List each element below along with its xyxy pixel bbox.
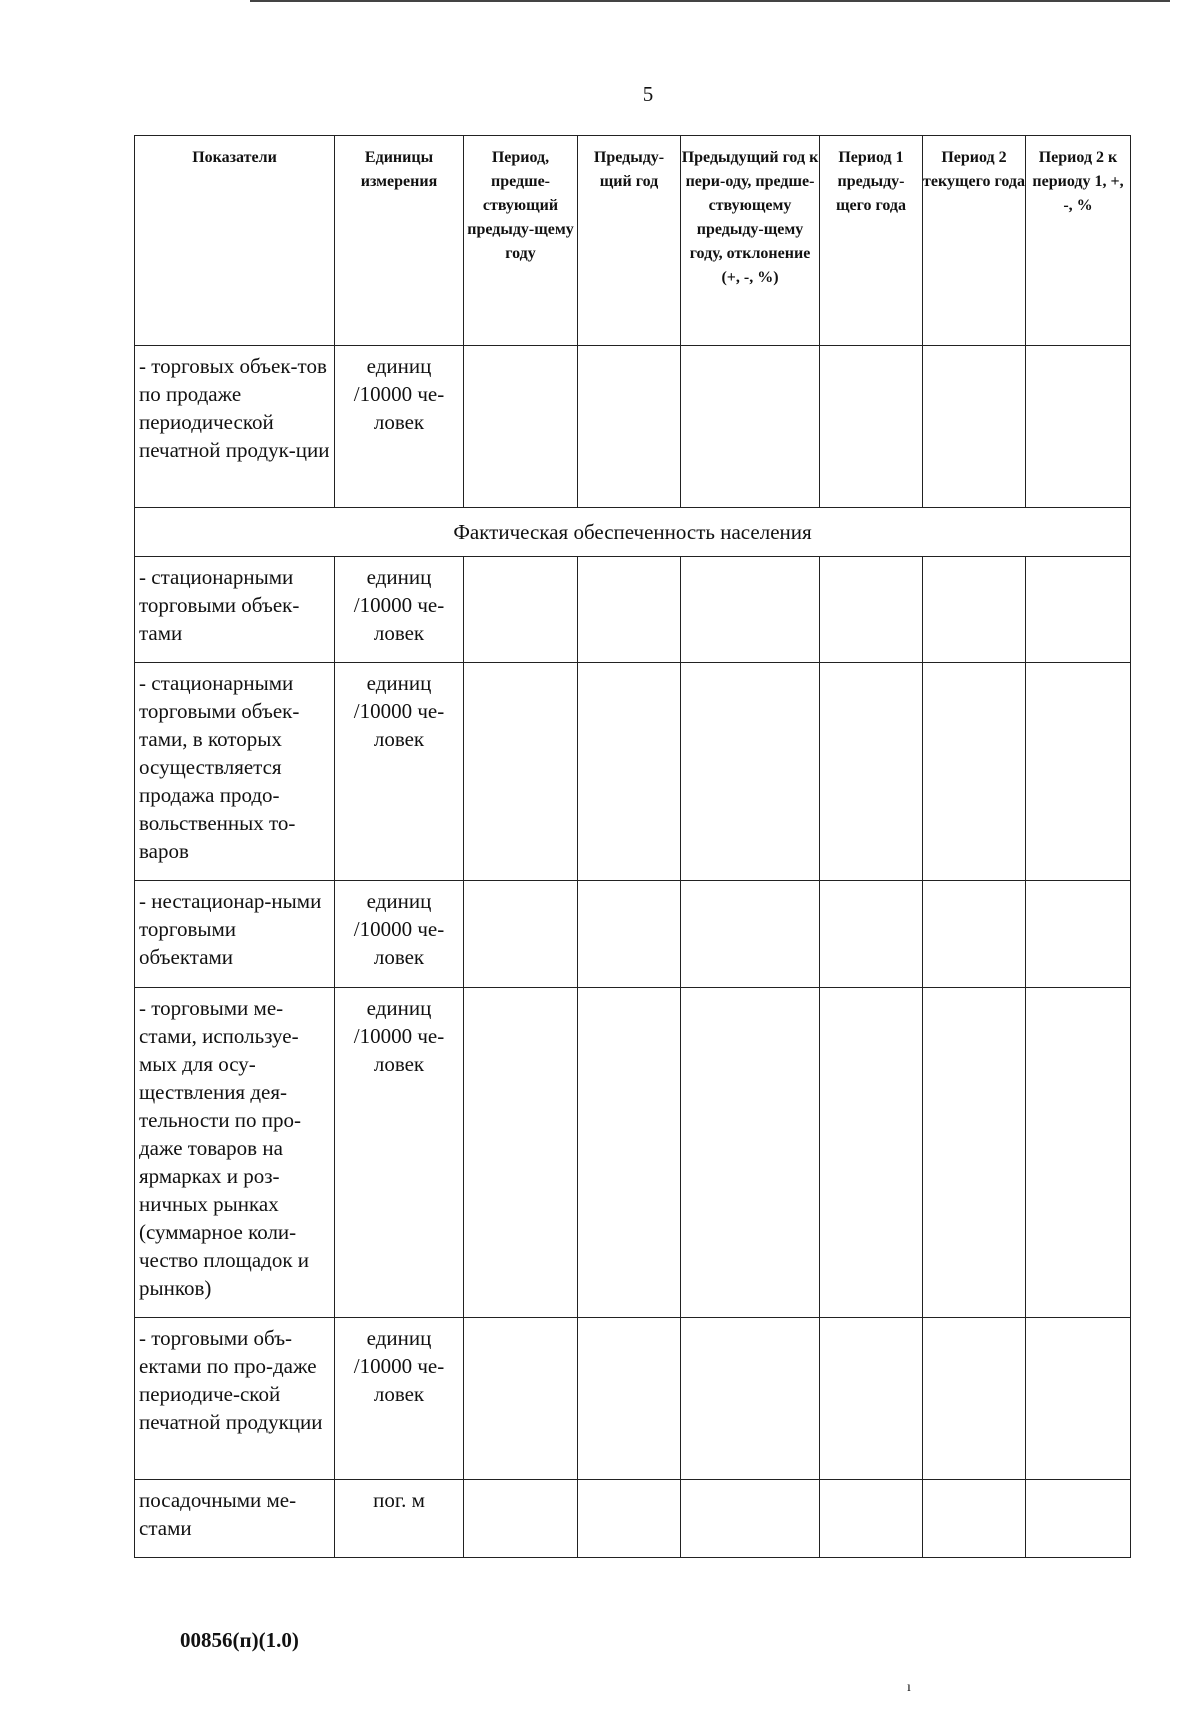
page-number: 5 xyxy=(642,82,654,106)
header-period2-vs-period1: Период 2 к периоду 1, +, -, % xyxy=(1026,136,1131,346)
value-cell xyxy=(820,1318,923,1480)
indicator-cell: - торговыми объ-ектами по про-даже периодиче-ской печатной продукции xyxy=(135,1318,335,1480)
value-cell xyxy=(578,988,681,1318)
value-cell xyxy=(820,346,923,508)
value-cell xyxy=(464,346,578,508)
value-cell xyxy=(681,1318,820,1480)
section-title: Фактическая обеспеченность населения xyxy=(135,508,1131,557)
value-cell xyxy=(681,881,820,988)
table-row xyxy=(135,988,1131,1318)
unit-cell: единиц /10000 че-ловек xyxy=(335,1318,464,1480)
value-cell xyxy=(820,557,923,663)
unit-cell: единиц /10000 че-ловек xyxy=(335,988,464,1318)
value-cell xyxy=(681,1480,820,1558)
value-cell xyxy=(1026,346,1131,508)
header-indicators: Показатели xyxy=(135,136,335,346)
indicator-cell: - стационарными торговыми объек-тами xyxy=(135,557,335,663)
value-cell xyxy=(923,881,1026,988)
value-cell xyxy=(923,1318,1026,1480)
table-row xyxy=(135,1318,1131,1480)
value-cell xyxy=(578,663,681,881)
unit-cell: пог. м xyxy=(335,1480,464,1558)
value-cell xyxy=(464,988,578,1318)
unit-cell: единиц /10000 че-ловек xyxy=(335,881,464,988)
value-cell xyxy=(578,1480,681,1558)
indicator-cell: посадочными ме-стами xyxy=(135,1480,335,1558)
value-cell xyxy=(820,988,923,1318)
table-row xyxy=(135,663,1131,881)
value-cell xyxy=(923,663,1026,881)
value-cell xyxy=(820,663,923,881)
table-row xyxy=(135,346,1131,508)
value-cell xyxy=(464,1480,578,1558)
value-cell xyxy=(1026,1480,1131,1558)
table-row xyxy=(135,1480,1131,1558)
value-cell xyxy=(820,1480,923,1558)
value-cell xyxy=(1026,988,1131,1318)
value-cell xyxy=(681,663,820,881)
value-cell xyxy=(923,1480,1026,1558)
header-previous-year: Предыду-щий год xyxy=(578,136,681,346)
indicators-table xyxy=(134,135,1131,1558)
value-cell xyxy=(1026,881,1131,988)
header-period2-current-year: Период 2 текущего года xyxy=(923,136,1026,346)
section-row xyxy=(135,508,1131,557)
value-cell xyxy=(464,1318,578,1480)
value-cell xyxy=(1026,557,1131,663)
unit-cell: единиц /10000 че-ловек xyxy=(335,346,464,508)
indicator-cell: - торговых объек-тов по продаже периодической печатной продук-ции xyxy=(135,346,335,508)
value-cell xyxy=(923,988,1026,1318)
header-units: Единицы измерения xyxy=(335,136,464,346)
value-cell xyxy=(923,557,1026,663)
value-cell xyxy=(1026,663,1131,881)
header-period-before-previous-year: Период, предше-ствующий предыду-щему году xyxy=(464,136,578,346)
header-previous-year-deviation: Предыдущий год к пери-оду, предше-ствующему предыду-щему году, отклонение (+, -, %) xyxy=(681,136,820,346)
table-header-row xyxy=(135,136,1131,346)
value-cell xyxy=(578,557,681,663)
table-row xyxy=(135,881,1131,988)
value-cell xyxy=(464,881,578,988)
value-cell xyxy=(681,346,820,508)
indicator-cell: - стационарными торговыми объек-тами, в которых осуществляется продажа продо-вольственных то-варов xyxy=(135,663,335,881)
value-cell xyxy=(578,346,681,508)
value-cell xyxy=(923,346,1026,508)
header-period1-previous-year: Период 1 предыду-щего года xyxy=(820,136,923,346)
value-cell xyxy=(578,1318,681,1480)
indicator-cell: - торговыми ме-стами, используе-мых для осу-ществления дея-тельности по про-даже товаров на ярмарках и роз-ничных рынках (суммарное коли-чество площадок и рынков) xyxy=(135,988,335,1318)
indicator-cell: - нестационар-ными торговыми объектами xyxy=(135,881,335,988)
table-row xyxy=(135,557,1131,663)
value-cell xyxy=(820,881,923,988)
unit-cell: единиц /10000 че-ловек xyxy=(335,663,464,881)
scan-mark: ı xyxy=(907,1680,911,1695)
value-cell xyxy=(464,557,578,663)
document-code: 00856(п)(1.0) xyxy=(180,1628,299,1652)
value-cell xyxy=(681,557,820,663)
value-cell xyxy=(578,881,681,988)
unit-cell: единиц /10000 че-ловек xyxy=(335,557,464,663)
value-cell xyxy=(681,988,820,1318)
value-cell xyxy=(1026,1318,1131,1480)
value-cell xyxy=(464,663,578,881)
scan-top-edge xyxy=(250,0,1170,2)
